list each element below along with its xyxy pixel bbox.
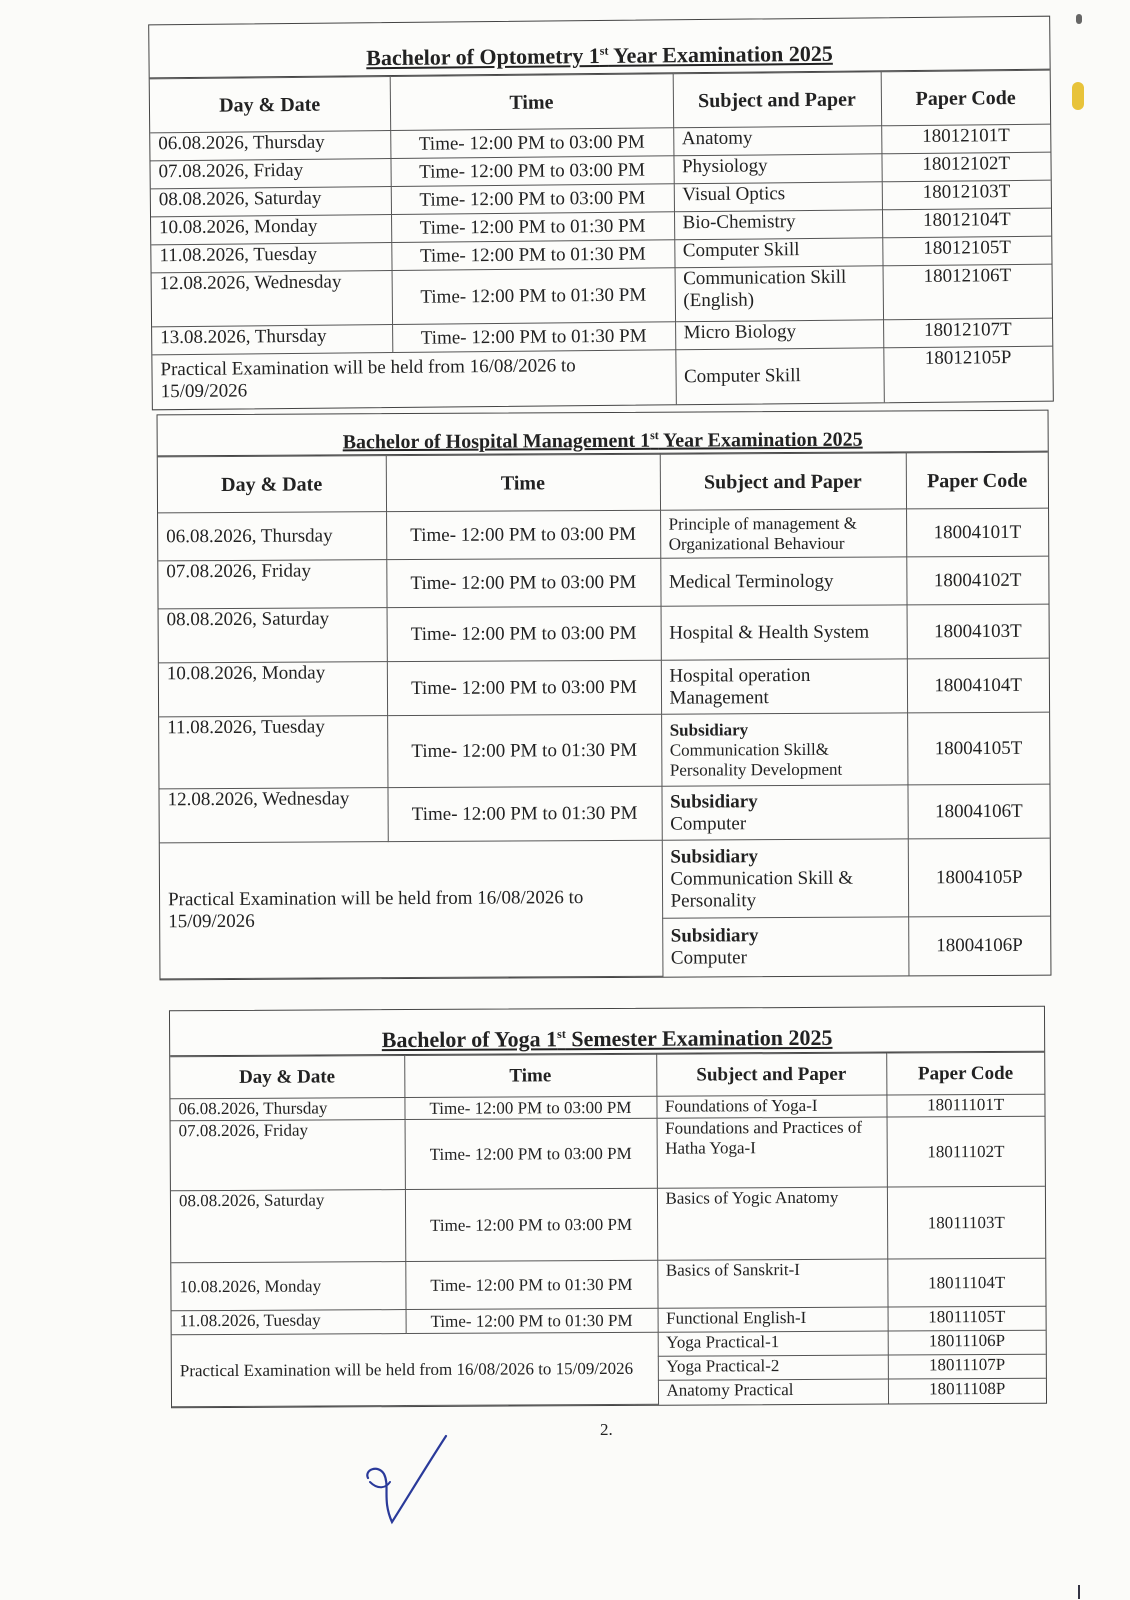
subject-text: Communication Skill& Personality Development bbox=[669, 739, 843, 780]
date-cell: 06.08.2026, Thursday bbox=[170, 1098, 404, 1121]
code-cell: 18012105T bbox=[882, 236, 1051, 266]
practical-note: Practical Examination will be held from 16/08/2026 to 15/09/2026 bbox=[160, 840, 663, 979]
date-cell: 07.08.2026, Friday bbox=[150, 159, 390, 189]
table-row bbox=[159, 658, 1049, 717]
header-time: Time bbox=[386, 454, 660, 511]
subject-cell: Visual Optics bbox=[674, 182, 882, 212]
subject-cell: Yoga Practical-1 bbox=[658, 1331, 888, 1356]
time-cell: Time- 12:00 PM to 01:30 PM bbox=[392, 268, 676, 325]
header-subject: Subject and Paper bbox=[673, 72, 882, 128]
header-time: Time bbox=[390, 74, 674, 131]
date-cell: 08.08.2026, Saturday bbox=[159, 608, 387, 663]
subject-cell: Foundations of Yoga-I bbox=[656, 1095, 886, 1118]
subject-cell: Principle of management & Organizational Behaviour bbox=[660, 509, 906, 558]
time-cell: Time- 12:00 PM to 03:00 PM bbox=[391, 184, 674, 215]
date-cell: 06.08.2026, Thursday bbox=[158, 512, 386, 561]
code-cell: 18004104T bbox=[907, 658, 1049, 713]
time-cell: Time- 12:00 PM to 03:00 PM bbox=[404, 1096, 656, 1119]
practical-row bbox=[152, 346, 1052, 409]
subject-cell: Medical Terminology bbox=[660, 557, 906, 606]
table-row bbox=[171, 1258, 1045, 1311]
header-subject: Subject and Paper bbox=[656, 1053, 886, 1096]
header-subject: Subject and Paper bbox=[660, 453, 906, 510]
subject-text: Computer bbox=[670, 947, 747, 969]
subject-cell: Communication Skill (English) bbox=[675, 266, 884, 322]
time-cell: Time- 12:00 PM to 03:00 PM bbox=[386, 510, 660, 559]
subsidiary-label: Subsidiary bbox=[670, 845, 759, 868]
header-day-date: Day & Date bbox=[158, 456, 386, 513]
table-header-row bbox=[170, 1052, 1044, 1099]
date-cell: 12.08.2026, Wednesday bbox=[159, 788, 387, 843]
date-cell: 07.08.2026, Friday bbox=[171, 1120, 405, 1191]
hospital-title: Bachelor of Hospital Management 1st Year Examination 2025 bbox=[158, 411, 1048, 457]
time-cell: Time- 12:00 PM to 01:30 PM bbox=[406, 1308, 658, 1333]
subject-cell: Basics of Yogic Anatomy bbox=[657, 1187, 887, 1260]
code-cell: 18011105T bbox=[888, 1306, 1046, 1331]
subject-cell: Computer Skill bbox=[674, 238, 882, 268]
subject-cell bbox=[662, 917, 908, 976]
subject-text: Computer bbox=[670, 812, 747, 835]
subject-cell bbox=[661, 785, 907, 840]
optometry-exam-table bbox=[148, 16, 1054, 410]
code-cell: 18012104T bbox=[882, 208, 1051, 238]
header-time: Time bbox=[404, 1054, 656, 1097]
page-number: 2. bbox=[600, 1420, 613, 1439]
code-cell: 18012107T bbox=[883, 318, 1052, 348]
subject-cell: Hospital operation Management bbox=[661, 659, 907, 714]
signature-mark bbox=[360, 1430, 460, 1540]
code-cell: 18004106P bbox=[908, 916, 1050, 975]
scan-edge-mark bbox=[1076, 14, 1082, 24]
header-day-date: Day & Date bbox=[150, 77, 391, 133]
code-cell: 18012105P bbox=[883, 346, 1053, 402]
date-cell: 08.08.2026, Saturday bbox=[151, 187, 391, 217]
table-row bbox=[159, 784, 1049, 843]
date-cell: 08.08.2026, Saturday bbox=[171, 1190, 405, 1263]
date-cell: 10.08.2026, Monday bbox=[159, 662, 387, 717]
code-cell: 18004105P bbox=[908, 838, 1050, 917]
code-cell: 18012102T bbox=[881, 152, 1050, 182]
subject-cell bbox=[661, 713, 907, 786]
date-cell: 10.08.2026, Monday bbox=[151, 215, 391, 245]
subject-cell bbox=[662, 839, 908, 918]
date-cell: 12.08.2026, Wednesday bbox=[152, 271, 393, 327]
time-cell: Time- 12:00 PM to 01:30 PM bbox=[405, 1260, 657, 1309]
table-row bbox=[158, 556, 1048, 609]
yoga-schedule bbox=[170, 1052, 1046, 1408]
subject-cell: Functional English-I bbox=[658, 1307, 888, 1332]
code-cell: 18004106T bbox=[907, 784, 1049, 839]
date-cell: 06.08.2026, Thursday bbox=[150, 131, 390, 161]
table-row bbox=[159, 604, 1049, 663]
date-cell: 13.08.2026, Thursday bbox=[152, 325, 392, 355]
time-cell: Time- 12:00 PM to 01:30 PM bbox=[387, 786, 661, 841]
time-cell: Time- 12:00 PM to 03:00 PM bbox=[405, 1188, 657, 1261]
subsidiary-label: Subsidiary bbox=[670, 790, 758, 813]
header-paper-code: Paper Code bbox=[906, 452, 1048, 509]
yoga-title: Bachelor of Yoga 1st Semester Examination 2025 bbox=[170, 1007, 1044, 1057]
code-cell: 18011106P bbox=[888, 1330, 1046, 1355]
subject-cell: Hospital & Health System bbox=[661, 605, 907, 660]
code-cell: 18004102T bbox=[906, 556, 1048, 605]
table-header-row bbox=[158, 452, 1048, 513]
date-cell: 10.08.2026, Monday bbox=[171, 1262, 405, 1311]
subject-cell: Yoga Practical-2 bbox=[658, 1355, 888, 1380]
code-cell: 18011103T bbox=[887, 1186, 1045, 1259]
subsidiary-label: Subsidiary bbox=[669, 719, 749, 740]
code-cell: 18011108P bbox=[888, 1378, 1046, 1403]
scan-edge-mark bbox=[1078, 1585, 1080, 1599]
table-row bbox=[171, 1116, 1045, 1191]
hospital-management-exam-table bbox=[157, 410, 1052, 981]
time-cell: Time- 12:00 PM to 01:30 PM bbox=[387, 714, 661, 787]
date-cell: 11.08.2026, Tuesday bbox=[159, 716, 387, 789]
subject-cell: Computer Skill bbox=[675, 348, 884, 404]
yoga-exam-table bbox=[169, 1006, 1047, 1409]
time-cell: Time- 12:00 PM to 03:00 PM bbox=[390, 128, 673, 159]
time-cell: Time- 12:00 PM to 03:00 PM bbox=[387, 660, 661, 715]
table-row bbox=[171, 1186, 1045, 1263]
time-cell: Time- 12:00 PM to 03:00 PM bbox=[387, 606, 661, 661]
code-cell: 18011104T bbox=[887, 1258, 1045, 1307]
subsidiary-label: Subsidiary bbox=[670, 924, 759, 947]
subject-cell: Anatomy bbox=[673, 126, 881, 156]
subject-cell: Basics of Sanskrit-I bbox=[657, 1259, 887, 1308]
code-cell: 18004105T bbox=[907, 712, 1049, 785]
code-cell: 18011107P bbox=[888, 1354, 1046, 1379]
optometry-title: Bachelor of Optometry 1st Year Examination 2025 bbox=[149, 17, 1049, 79]
subject-cell: Micro Biology bbox=[675, 320, 883, 350]
header-paper-code: Paper Code bbox=[881, 70, 1051, 126]
time-cell: Time- 12:00 PM to 03:00 PM bbox=[390, 156, 673, 187]
time-cell: Time- 12:00 PM to 01:30 PM bbox=[391, 240, 674, 271]
subject-cell: Bio-Chemistry bbox=[674, 210, 882, 240]
code-cell: 18012103T bbox=[882, 180, 1051, 210]
time-cell: Time- 12:00 PM to 03:00 PM bbox=[386, 558, 660, 607]
header-day-date: Day & Date bbox=[170, 1056, 404, 1099]
code-cell: 18012101T bbox=[881, 124, 1050, 154]
table-header-row bbox=[150, 70, 1050, 133]
subject-text: Communication Skill & Personality bbox=[670, 867, 854, 912]
subject-cell: Anatomy Practical bbox=[658, 1379, 888, 1404]
code-cell: 18004103T bbox=[907, 604, 1049, 659]
subject-cell: Physiology bbox=[673, 154, 881, 184]
practical-row bbox=[160, 838, 1050, 921]
time-cell: Time- 12:00 PM to 01:30 PM bbox=[392, 322, 675, 353]
hospital-schedule bbox=[158, 452, 1051, 980]
code-cell: 18011102T bbox=[887, 1116, 1045, 1187]
practical-note: Practical Examination will be held from 16/08/2026 to 15/09/2026 bbox=[172, 1332, 658, 1407]
code-cell: 18012106T bbox=[883, 264, 1053, 320]
table-row bbox=[158, 508, 1048, 561]
table-row bbox=[159, 712, 1049, 789]
time-cell: Time- 12:00 PM to 03:00 PM bbox=[405, 1118, 657, 1189]
subject-cell: Foundations and Practices of Hatha Yoga-I bbox=[657, 1117, 887, 1188]
date-cell: 11.08.2026, Tuesday bbox=[151, 243, 391, 273]
date-cell: 07.08.2026, Friday bbox=[158, 560, 386, 609]
time-cell: Time- 12:00 PM to 01:30 PM bbox=[391, 212, 674, 243]
practical-note: Practical Examination will be held from 16/08/2026 to 15/09/2026 bbox=[152, 350, 675, 409]
date-cell: 11.08.2026, Tuesday bbox=[172, 1310, 406, 1335]
optometry-schedule bbox=[150, 70, 1053, 409]
scan-edge-mark bbox=[1072, 82, 1084, 110]
header-paper-code: Paper Code bbox=[886, 1052, 1044, 1095]
table-row bbox=[152, 264, 1052, 327]
code-cell: 18011101T bbox=[886, 1094, 1044, 1117]
code-cell: 18004101T bbox=[906, 508, 1048, 557]
